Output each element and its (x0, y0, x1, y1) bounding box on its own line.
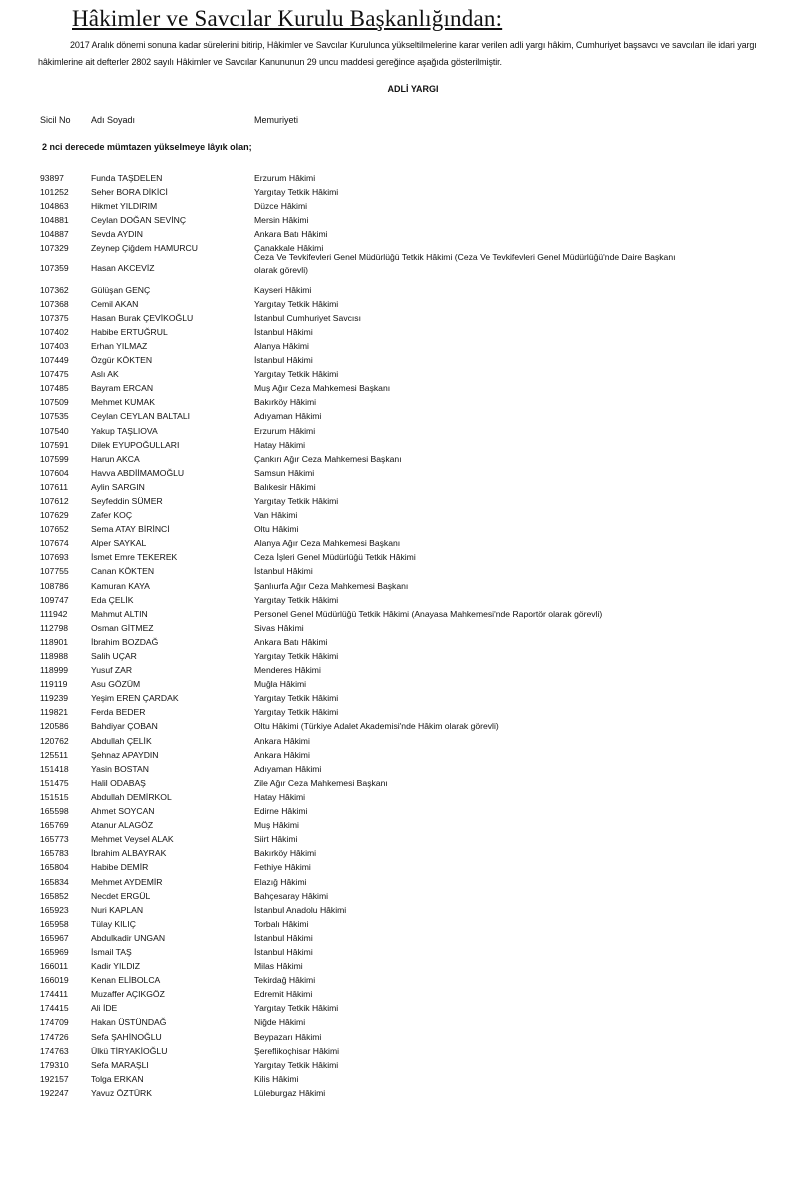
sicil-number: 107693 (40, 552, 69, 563)
list-item (0, 171, 786, 185)
person-name: Seyfeddin SÜMER (91, 495, 163, 506)
person-name: İbrahim ALBAYRAK (91, 848, 167, 859)
sicil-number: 174709 (40, 1017, 69, 1028)
sicil-number: 119821 (40, 707, 69, 718)
sicil-number: 166019 (40, 975, 69, 986)
sicil-number: 112798 (40, 622, 69, 633)
list-item (0, 550, 786, 564)
person-name: Yeşim EREN ÇARDAK (91, 693, 179, 704)
sicil-number: 119239 (40, 693, 69, 704)
sicil-number: 165834 (40, 876, 69, 887)
duty-title: Hatay Hâkimi (254, 439, 306, 450)
list-item (0, 987, 786, 1001)
list-item (0, 564, 786, 578)
list-item (0, 424, 786, 438)
person-name: Muzaffer AÇIKGÖZ (91, 989, 165, 1000)
sicil-number: 107674 (40, 538, 69, 549)
person-name: Hasan AKCEVİZ (91, 262, 155, 273)
duty-title: Bahçesaray Hâkimi (254, 890, 329, 901)
sicil-number: 165852 (40, 890, 69, 901)
list-item (0, 691, 786, 705)
sicil-number: 165804 (40, 862, 69, 873)
duty-title: Adıyaman Hâkimi (254, 411, 322, 422)
list-item (0, 325, 786, 339)
sicil-number: 107362 (40, 284, 69, 295)
sicil-number: 107629 (40, 510, 69, 521)
person-name: Zeynep Çiğdem HAMURCU (91, 243, 198, 254)
person-name: Mahmut ALTIN (91, 608, 148, 619)
person-name: Sema ATAY BİRİNCİ (91, 524, 170, 535)
duty-title: Niğde Hâkimi (254, 1017, 306, 1028)
list-item (0, 508, 786, 522)
duty-title: Ankara Hâkimi (254, 749, 310, 760)
person-name: Cemil AKAN (91, 298, 139, 309)
list-item (0, 776, 786, 790)
duty-title: Milas Hâkimi (254, 961, 303, 972)
list-item (0, 438, 786, 452)
column-headers (0, 115, 786, 129)
duty-title: Bakırköy Hâkimi (254, 397, 317, 408)
sicil-number: 125511 (40, 749, 69, 760)
sicil-number: 120762 (40, 735, 69, 746)
sicil-number: 166011 (40, 961, 69, 972)
list-item (0, 311, 786, 325)
person-name: Abdullah DEMİRKOL (91, 791, 172, 802)
list-item (0, 213, 786, 227)
list-item (0, 917, 786, 931)
duty-title: Yargıtay Tetkik Hâkimi (254, 707, 339, 718)
duty-title: Hatay Hâkimi (254, 791, 306, 802)
person-name: Necdet ERGÜL (91, 890, 151, 901)
person-name: Funda TAŞDELEN (91, 173, 163, 183)
person-name: Bayram ERCAN (91, 383, 154, 394)
sicil-number: 165967 (40, 932, 69, 943)
person-name: İbrahim BOZDAĞ (91, 636, 159, 647)
person-name: Kamuran KAYA (91, 580, 150, 591)
person-name: Abdullah ÇELİK (91, 735, 152, 746)
sicil-number: 118999 (40, 665, 69, 676)
person-name: Havva ABDİİMAMOĞLU (91, 467, 185, 478)
list-item (0, 945, 786, 959)
sicil-number: 107368 (40, 298, 69, 309)
person-name: Atanur ALAGÖZ (91, 820, 154, 831)
duty-title: Ceza Ve Tevkifevleri Genel Müdürlüğü Tetkik Hâkimi (Ceza Ve Tevkifevleri Genel Müdürlüğü'nde Daire Başkanı olarak görevli) (254, 251, 676, 276)
sicil-number: 101252 (40, 187, 69, 198)
person-name: Dilek EYUPOĞULLARI (91, 439, 180, 450)
sicil-number: 107359 (40, 262, 69, 273)
sicil-number: 174763 (40, 1045, 69, 1056)
sicil-number: 119119 (40, 679, 68, 690)
list-item (0, 1044, 786, 1058)
sicil-number: 107403 (40, 340, 69, 351)
duty-title: Yargıtay Tetkik Hâkimi (254, 495, 339, 506)
duty-title: Fethiye Hâkimi (254, 862, 311, 873)
person-name: Hakan ÜSTÜNDAĞ (91, 1017, 167, 1028)
sicil-number: 165773 (40, 834, 69, 845)
duty-title: Elazığ Hâkimi (254, 876, 307, 887)
sicil-number: 104887 (40, 229, 69, 240)
duty-title: Yargıtay Tetkik Hâkimi (254, 187, 339, 198)
document-title: Hâkimler ve Savcılar Kurulu Başkanlığından: (72, 6, 503, 31)
sicil-number: 107449 (40, 355, 69, 366)
list-item (0, 705, 786, 719)
duty-title: Menderes Hâkimi (254, 665, 321, 676)
person-name: Tolga ERKAN (91, 1073, 144, 1084)
person-name: Eda ÇELİK (91, 594, 134, 605)
sicil-number: 118988 (40, 651, 69, 661)
list-item (0, 381, 786, 395)
duty-title: Ankara Batı Hâkimi (254, 229, 328, 240)
person-name: Abdulkadir UNGAN (91, 932, 166, 943)
sicil-number: 165783 (40, 848, 69, 859)
sicil-number: 107540 (40, 425, 69, 436)
sicil-number: 165958 (40, 918, 69, 929)
duty-title: İstanbul Cumhuriyet Savcısı (254, 312, 361, 323)
person-name: Şehnaz APAYDIN (91, 749, 159, 760)
person-name: Sevda AYDIN (91, 229, 143, 240)
person-name: Seher BORA DİKİCİ (91, 187, 168, 198)
header-duty: Memuriyeti (254, 115, 299, 125)
person-name: Özgür KÖKTEN (91, 355, 153, 366)
person-name: Ülkü TİRYAKİOĞLU (91, 1045, 168, 1056)
list-item (0, 677, 786, 691)
person-name: Sefa ŞAHİNOĞLU (91, 1031, 162, 1042)
sicil-number: 165769 (40, 820, 69, 831)
list-item (0, 1030, 786, 1044)
duty-title: Alanya Ağır Ceza Mahkemesi Başkanı (254, 538, 401, 549)
duty-title: Düzce Hâkimi (254, 201, 308, 212)
duty-title: Sivas Hâkimi (254, 622, 304, 633)
list-item (0, 804, 786, 818)
duty-title: Şanlıurfa Ağır Ceza Mahkemesi Başkanı (254, 580, 409, 591)
duty-title: İstanbul Hâkimi (254, 326, 313, 337)
sicil-number: 151515 (40, 791, 69, 802)
duty-title: Yargıtay Tetkik Hâkimi (254, 594, 339, 605)
list-item (0, 466, 786, 480)
duty-title: Çanakkale Hâkimi (254, 243, 324, 254)
duty-title: Personel Genel Müdürlüğü Tetkik Hâkimi (Anayasa Mahkemesi'nde Raportör olarak görevli) (254, 608, 603, 619)
judge-list (0, 171, 786, 1100)
sicil-number: 151418 (40, 763, 69, 774)
person-name: Ceylan DOĞAN SEVİNÇ (91, 215, 187, 226)
list-item (0, 1086, 786, 1100)
sicil-number: 174726 (40, 1031, 69, 1042)
duty-title: Çankırı Ağır Ceza Mahkemesi Başkanı (254, 453, 402, 464)
sicil-number: 174411 (40, 989, 69, 1000)
person-name: Zafer KOÇ (91, 510, 133, 521)
duty-title: Ankara Batı Hâkimi (254, 636, 328, 647)
person-name: Mehmet Veysel ALAK (91, 834, 174, 845)
list-item (0, 663, 786, 677)
list-item (0, 283, 786, 297)
duty-title: Ceza İşleri Genel Müdürlüğü Tetkik Hâkimi (254, 552, 416, 563)
person-name: Asu GÖZÜM (91, 679, 141, 690)
duty-title: Adıyaman Hâkimi (254, 763, 322, 774)
sicil-number: 107535 (40, 411, 69, 422)
list-item (0, 860, 786, 874)
list-item (0, 579, 786, 593)
list-item (0, 297, 786, 311)
list-item (0, 846, 786, 860)
sicil-number: 109747 (40, 594, 69, 605)
person-name: Yasin BOSTAN (91, 763, 149, 774)
sicil-number: 107485 (40, 383, 69, 394)
list-item (0, 593, 786, 607)
list-item (0, 1015, 786, 1029)
sicil-number: 93897 (40, 173, 64, 183)
list-item (0, 734, 786, 748)
person-name: Yavuz ÖZTÜRK (91, 1087, 152, 1098)
duty-title: Samsun Hâkimi (254, 467, 315, 478)
sicil-number: 179310 (40, 1059, 69, 1070)
sicil-number: 107475 (40, 369, 69, 380)
sicil-number: 151475 (40, 777, 69, 788)
duty-title: Şereflikoçhisar Hâkimi (254, 1045, 340, 1056)
duty-title: Yargıtay Tetkik Hâkimi (254, 1059, 339, 1070)
duty-title: İstanbul Hâkimi (254, 932, 313, 943)
person-name: Alper SAYKAL (91, 538, 147, 549)
list-item (0, 339, 786, 353)
list-item (0, 635, 786, 649)
person-name: Nuri KAPLAN (91, 904, 144, 915)
duty-title: Edremit Hâkimi (254, 989, 313, 1000)
header-sicil: Sicil No (40, 115, 71, 125)
person-name: Ceylan CEYLAN BALTALI (91, 411, 191, 422)
sicil-number: 107755 (40, 566, 69, 577)
duty-title: Torbalı Hâkimi (254, 918, 309, 929)
sicil-number: 107375 (40, 312, 69, 323)
duty-title: Erzurum Hâkimi (254, 425, 316, 436)
person-name: Halil ODABAŞ (91, 777, 146, 788)
sicil-number: 192157 (40, 1073, 69, 1084)
person-name: Mehmet AYDEMİR (91, 876, 163, 887)
list-item (0, 353, 786, 367)
duty-title: İstanbul Hâkimi (254, 946, 313, 957)
list-item (0, 649, 786, 663)
duty-title: Muş Hâkimi (254, 820, 299, 831)
intro-paragraph: 2017 Aralık dönemi sonuna kadar sürelerini bitirip, Hâkimler ve Savcılar Kurulunca yükseltilmelerine karar verilen adli yargı hâkim, Cumhuriyet başsavcı ve savcıları ile idari yargı hâkimlerine ait defterler 2802 sayılı Hâkimler ve Savcılar Kanununun 29 uncu maddesi gereğince aşağıda gösterilmiştir. (38, 40, 757, 67)
list-item (0, 522, 786, 536)
person-name: Kadir YILDIZ (91, 961, 141, 972)
list-item (0, 199, 786, 213)
duty-title: Muğla Hâkimi (254, 679, 307, 690)
duty-title: Siirt Hâkimi (254, 834, 298, 845)
person-name: Habibe ERTUĞRUL (91, 326, 168, 337)
duty-title: Yargıtay Tetkik Hâkimi (254, 1003, 339, 1014)
person-name: Canan KÖKTEN (91, 566, 155, 577)
duty-title: Yargıtay Tetkik Hâkimi (254, 298, 339, 309)
sicil-number: 107652 (40, 524, 69, 535)
sicil-number: 192247 (40, 1087, 69, 1098)
duty-title: Yargıtay Tetkik Hâkimi (254, 369, 339, 380)
sicil-number: 107509 (40, 397, 69, 408)
person-name: Sefa MARAŞLI (91, 1059, 149, 1070)
person-name: İsmail TAŞ (91, 946, 132, 957)
duty-title: Muş Ağır Ceza Mahkemesi Başkanı (254, 383, 391, 394)
list-item (0, 959, 786, 973)
duty-title: Alanya Hâkimi (254, 340, 309, 351)
person-name: Habibe DEMİR (91, 862, 149, 873)
list-item (0, 889, 786, 903)
duty-title: İstanbul Hâkimi (254, 566, 313, 577)
sicil-number: 107591 (40, 439, 69, 450)
list-item (0, 367, 786, 381)
sicil-number: 111942 (40, 608, 68, 619)
sicil-number: 107329 (40, 243, 69, 254)
person-name: Hasan Burak ÇEVİKOĞLU (91, 312, 194, 323)
person-name: İsmet Emre TEKEREK (91, 552, 178, 563)
list-item (0, 494, 786, 508)
duty-title: Kayseri Hâkimi (254, 284, 312, 295)
sicil-number: 107402 (40, 326, 69, 337)
person-name: Osman GİTMEZ (91, 622, 154, 633)
list-item (0, 762, 786, 776)
list-item (0, 536, 786, 550)
list-item (0, 395, 786, 409)
list-item (0, 790, 786, 804)
list-item (0, 227, 786, 241)
duty-title: Tekirdağ Hâkimi (254, 975, 316, 986)
sicil-number: 165969 (40, 946, 69, 957)
duty-title: Ankara Hâkimi (254, 735, 310, 746)
sicil-number: 165923 (40, 904, 69, 915)
duty-title: Balıkesir Hâkimi (254, 481, 316, 492)
list-item (0, 1058, 786, 1072)
person-name: Ali İDE (91, 1003, 118, 1014)
duty-title: Yargıtay Tetkik Hâkimi (254, 693, 339, 704)
person-name: Yusuf ZAR (91, 665, 133, 676)
list-item (0, 818, 786, 832)
sicil-number: 120586 (40, 721, 69, 732)
category-subheading: 2 nci derecede mümtazen yükselmeye lâyık olan; (42, 142, 252, 152)
list-item (0, 903, 786, 917)
duty-title: Zile Ağır Ceza Mahkemesi Başkanı (254, 777, 388, 788)
section-heading: ADLİ YARGI (387, 84, 439, 94)
person-name: Kenan ELİBOLCA (91, 975, 161, 986)
list-item (0, 480, 786, 494)
header-name: Adı Soyadı (91, 115, 136, 125)
sicil-number: 118901 (40, 636, 69, 647)
list-item (0, 621, 786, 635)
person-name: Gülüşan GENÇ (91, 284, 151, 295)
person-name: Ferda BEDER (91, 707, 146, 718)
list-item (0, 973, 786, 987)
list-item (0, 1001, 786, 1015)
list-item (0, 748, 786, 762)
person-name: Harun AKCA (91, 453, 140, 464)
duty-title: Edirne Hâkimi (254, 806, 308, 817)
person-name: Salih UÇAR (91, 651, 137, 661)
list-item (0, 875, 786, 889)
duty-title: Beypazarı Hâkimi (254, 1031, 322, 1042)
duty-title: Mersin Hâkimi (254, 215, 309, 226)
list-item (0, 832, 786, 846)
duty-title: Erzurum Hâkimi (254, 173, 316, 183)
sicil-number: 174415 (40, 1003, 69, 1014)
sicil-number: 165598 (40, 806, 69, 817)
duty-title: Bakırköy Hâkimi (254, 848, 317, 859)
list-item (0, 185, 786, 199)
sicil-number: 104881 (40, 215, 69, 226)
person-name: Erhan YILMAZ (91, 340, 148, 351)
duty-title: Yargıtay Tetkik Hâkimi (254, 651, 339, 661)
duty-title: Van Hâkimi (254, 510, 298, 521)
duty-title: Oltu Hâkimi (Türkiye Adalet Akademisi'nde Hâkim olarak görevli) (254, 721, 499, 732)
person-name: Aslı AK (91, 369, 119, 380)
sicil-number: 107604 (40, 467, 69, 478)
duty-title: Lüleburgaz Hâkimi (254, 1087, 326, 1098)
list-item (0, 409, 786, 423)
duty-title: İstanbul Anadolu Hâkimi (254, 904, 347, 915)
sicil-number: 104863 (40, 201, 69, 212)
person-name: Aylin SARGIN (91, 481, 145, 492)
list-item (0, 251, 786, 283)
duty-title: Oltu Hâkimi (254, 524, 299, 535)
person-name: Yakup TAŞLIOVA (91, 425, 158, 436)
list-item (0, 931, 786, 945)
person-name: Bahdiyar ÇOBAN (91, 721, 158, 732)
person-name: Tülay KILIÇ (91, 918, 136, 929)
duty-title: Kilis Hâkimi (254, 1073, 299, 1084)
list-item (0, 452, 786, 466)
duty-title: İstanbul Hâkimi (254, 355, 313, 366)
sicil-number: 108786 (40, 580, 69, 591)
list-item (0, 607, 786, 621)
sicil-number: 107599 (40, 453, 69, 464)
list-item (0, 1072, 786, 1086)
list-item (0, 719, 786, 733)
person-name: Hikmet YILDIRIM (91, 201, 158, 212)
person-name: Mehmet KUMAK (91, 397, 155, 408)
person-name: Ahmet SOYCAN (91, 806, 155, 817)
sicil-number: 107612 (40, 495, 69, 506)
sicil-number: 107611 (40, 481, 69, 492)
